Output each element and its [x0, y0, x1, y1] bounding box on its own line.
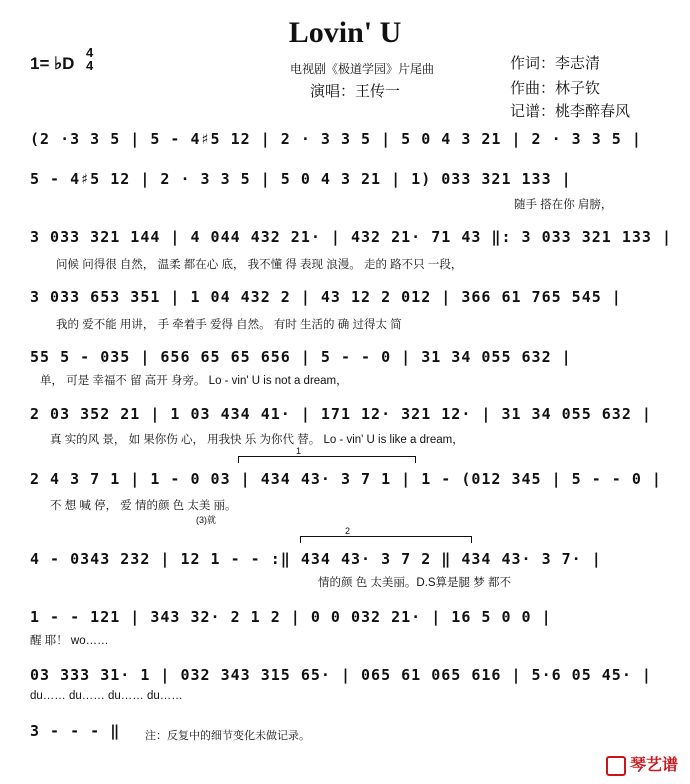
site-logo: [606, 752, 678, 776]
logo-text: 琴艺谱: [629, 757, 678, 775]
volta-bracket-2: [300, 536, 472, 543]
score-line-1: (2 ·3 3 5 | 5 - 4♯5 12 | 2 · 3 3 5 | 5 0 4 3 21 | 2 · 3 3 5 |: [30, 130, 642, 148]
song-subtitle: 电视剧《极道学园》片尾曲: [290, 62, 435, 76]
lyric-row-2: 问候 问得很 自然， 温柔 都在心 底， 我不懂 得 表现 浪漫。 走的 路不只 一段，: [56, 259, 463, 271]
logo-icon: [606, 756, 626, 776]
time-top: 4: [86, 45, 94, 60]
score-line-6: 2 03 352 21 | 1 03 434 41· | 171 12· 321 12· | 31 34 055 632 |: [30, 405, 652, 423]
key-signature: 1= ♭D: [30, 54, 75, 73]
time-bottom: 4: [86, 58, 94, 73]
score-line-11: 3 - - - ‖: [30, 722, 121, 740]
singer-credit: 演唱：王传一: [310, 83, 401, 100]
lyric-row-10: du…… du…… du…… du……: [30, 690, 183, 702]
composer-credit: 作曲：林子钦: [510, 80, 601, 97]
score-line-8: 4 - 0343 232 | 12 1 - - :‖ 434 43· 3 7 2 ‖ 434 43· 3 7· |: [30, 550, 602, 568]
lyric-row-6: 不 想 喊 停， 爱 情的颜 色 太美 丽。: [50, 500, 237, 512]
score-line-2: 5 - 4♯5 12 | 2 · 3 3 5 | 5 0 4 3 21 | 1) 033 321 133 |: [30, 170, 572, 188]
volta-number-2: 2: [345, 526, 351, 536]
transcriber-credit: 记谱：桃李醉春风: [510, 103, 631, 120]
lyricist-credit: 作词：李志清: [510, 55, 601, 72]
volta-number-1: 1: [296, 446, 302, 456]
volta-bracket-1: [238, 456, 416, 463]
score-line-5: 55 5 - 035 | 656 65 65 656 | 5 - - 0 | 31 34 055 632 |: [30, 348, 572, 366]
sheet-title: Lovin' U: [288, 16, 402, 49]
footnote: 注：反复中的细节变化未做记录。: [145, 730, 310, 742]
score-line-9: 1 - - 121 | 343 32· 2 1 2 | 0 0 032 21· | 16 5 0 0 |: [30, 608, 552, 626]
lyric-row-9: 醒 耶！ wo……: [30, 635, 109, 647]
lyric-row-3: 我的 爱不能 用讲， 手 牵着手 爱得 自然。 有时 生活的 确 过得太 简: [56, 319, 402, 331]
lyric-row-8: 情的颜 色 太美丽。D.S算是腿 梦 都不: [318, 577, 511, 589]
time-signature: [86, 46, 93, 72]
lyric-row-1: 随手 搭在你 肩膀，: [514, 199, 613, 211]
lyric-row-4: 单， 可是 幸福不 留 高开 身旁。 Lo - vin' U is not a dream，: [40, 375, 348, 387]
score-line-7: 2 4 3 7 1 | 1 - 0 03 | 434 43· 3 7 1 | 1 - (012 345 | 5 - - 0 |: [30, 470, 662, 488]
score-line-3: 3 033 321 144 | 4 044 432 21· | 432 21· 71 43 ‖: 3 033 321 133 |: [30, 228, 672, 246]
lyric-row-5: 真 实的风 景， 如 果你伤 心， 用我快 乐 为你代 替。 Lo - vin' U is like a dream，: [50, 434, 464, 446]
lyric-row-7: (3)就: [196, 515, 216, 525]
score-line-4: 3 033 653 351 | 1 04 432 2 | 43 12 2 012 | 366 61 765 545 |: [30, 288, 622, 306]
score-line-10: 03 333 31· 1 | 032 343 315 65· | 065 61 065 616 | 5·6 05 45· |: [30, 666, 652, 684]
